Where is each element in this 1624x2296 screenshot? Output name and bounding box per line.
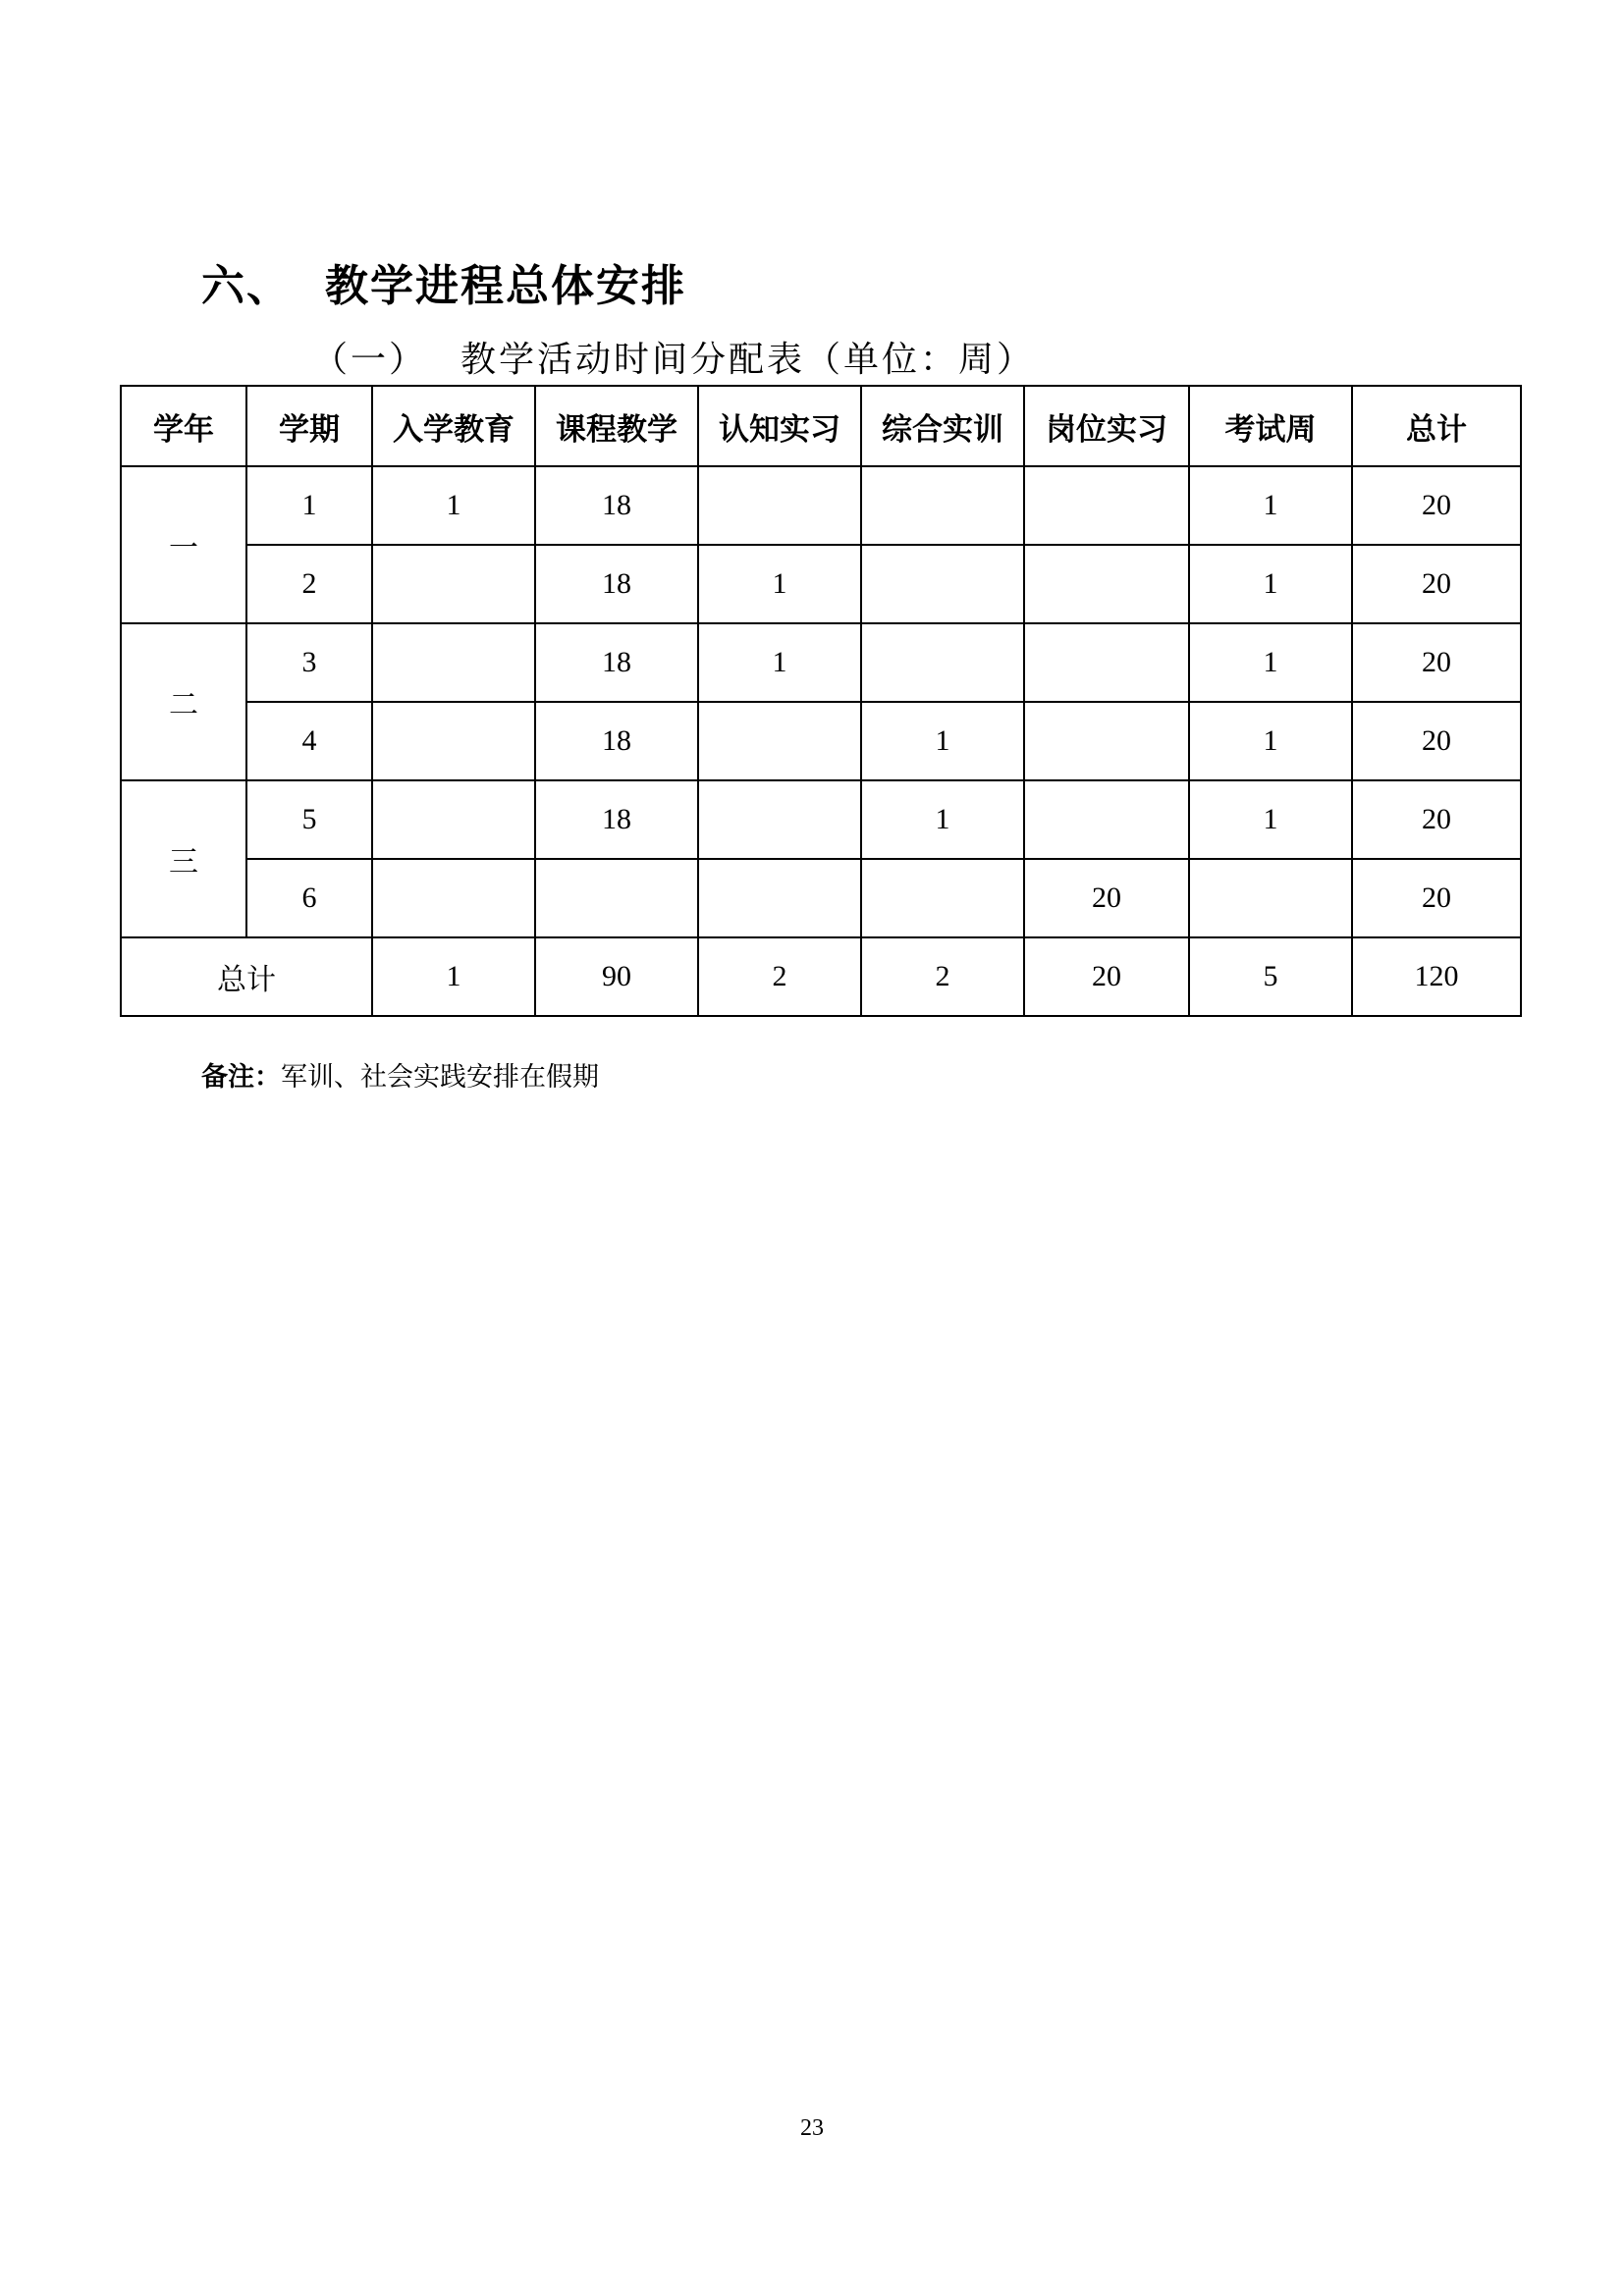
cognition-cell: 1 [698,545,861,623]
header-cell: 入学教育 [372,386,535,466]
table-header-row [121,386,1521,466]
header-cell: 综合实训 [861,386,1024,466]
note-text: 军训、社会实践安排在假期 [281,1062,599,1093]
cognition-cell: 1 [698,623,861,702]
header-cell: 考试周 [1189,386,1352,466]
year-cell: 二 [121,623,246,780]
total-cell: 20 [1352,466,1521,545]
internship-cell [1024,623,1189,702]
exam-cell [1189,859,1352,937]
cognition-cell [698,859,861,937]
header-cell: 岗位实习 [1024,386,1189,466]
course-cell: 18 [535,545,698,623]
total-cell: 20 [1352,780,1521,859]
table-note [201,1055,599,1094]
intro-total: 1 [372,937,535,1016]
course-cell: 18 [535,466,698,545]
term-cell: 4 [246,702,372,780]
internship-cell [1024,466,1189,545]
table-row [121,780,1521,859]
term-cell: 2 [246,545,372,623]
intro-cell [372,780,535,859]
table-row [121,859,1521,937]
year-cell: 三 [121,780,246,937]
table-row [121,545,1521,623]
term-cell: 5 [246,780,372,859]
totals-label: 总计 [121,937,372,1016]
exam-cell: 1 [1189,702,1352,780]
subsection-title: 教学活动时间分配表（单位：周） [460,340,1036,380]
header-cell: 认知实习 [698,386,861,466]
section-heading [201,250,686,313]
total-cell: 20 [1352,702,1521,780]
intro-cell [372,702,535,780]
internship-cell [1024,780,1189,859]
grand-total: 120 [1352,937,1521,1016]
total-cell: 20 [1352,623,1521,702]
intro-cell: 1 [372,466,535,545]
training-total: 2 [861,937,1024,1016]
term-cell: 1 [246,466,372,545]
table-row [121,702,1521,780]
exam-total: 5 [1189,937,1352,1016]
course-cell: 18 [535,623,698,702]
course-cell: 18 [535,780,698,859]
exam-cell: 1 [1189,780,1352,859]
training-cell: 1 [861,702,1024,780]
training-cell [861,466,1024,545]
totals-row [121,937,1521,1016]
training-cell [861,859,1024,937]
time-allocation-table [120,385,1522,1017]
course-total: 90 [535,937,698,1016]
internship-cell: 20 [1024,859,1189,937]
table-row [121,623,1521,702]
intro-cell [372,545,535,623]
internship-cell [1024,702,1189,780]
exam-cell: 1 [1189,623,1352,702]
header-cell: 总计 [1352,386,1521,466]
header-cell: 学年 [121,386,246,466]
internship-total: 20 [1024,937,1189,1016]
term-cell: 3 [246,623,372,702]
exam-cell: 1 [1189,466,1352,545]
course-cell [535,859,698,937]
cognition-cell [698,466,861,545]
year-cell: 一 [121,466,246,623]
table-caption [312,332,1035,382]
intro-cell [372,623,535,702]
header-cell: 课程教学 [535,386,698,466]
page-number: 23 [800,2115,824,2141]
note-label: 备注： [201,1062,281,1093]
internship-cell [1024,545,1189,623]
header-cell: 学期 [246,386,372,466]
total-cell: 20 [1352,859,1521,937]
exam-cell: 1 [1189,545,1352,623]
training-cell [861,623,1024,702]
training-cell: 1 [861,780,1024,859]
cognition-total: 2 [698,937,861,1016]
section-title: 教学进程总体安排 [325,261,686,311]
cognition-cell [698,780,861,859]
table-row [121,466,1521,545]
training-cell [861,545,1024,623]
intro-cell [372,859,535,937]
section-number: 六、 [201,261,292,311]
term-cell: 6 [246,859,372,937]
cognition-cell [698,702,861,780]
course-cell: 18 [535,702,698,780]
total-cell: 20 [1352,545,1521,623]
subsection-number: （一） [312,340,428,380]
